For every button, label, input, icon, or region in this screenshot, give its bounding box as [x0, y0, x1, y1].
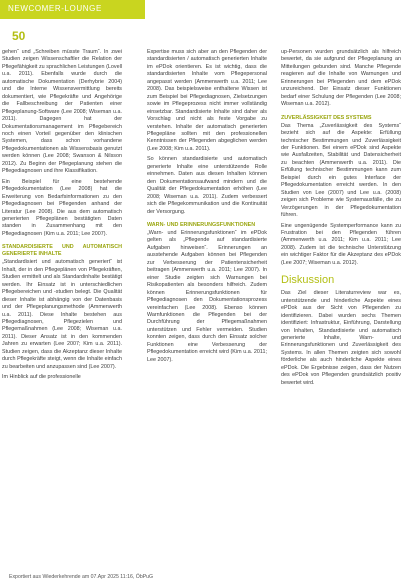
text-column-left	[2, 49, 122, 385]
paragraph: Das Thema „Zuverlässigkeit des Systems“ bezieht sich auf die Aspekte: Erfüllung technischer Bestimmungen und Zuverlässigkeit der Funktionen. Bei einem ePDok sind Aspekte wie Ausfallzeiten, Stabilität und Datensicherheit zu beachten (Ammenwerth u.a. 2011). Die Erfüllung technischer Bestimmungen kann zum Beispiel durch ein gutes Interface der Pflegedokumentation erreicht werden. In den Studien von Lee (2007) und Lee u.a. (2008) zeigen sich Probleme wie Systemausfälle, die zu Verzögerungen in der Pflegedokumentation führen.	[281, 122, 401, 219]
section-title: NEWCOMER-LOUNGE	[8, 4, 102, 13]
text-column-middle	[147, 49, 267, 367]
paragraph: Eine ungenügende Systemperformance kann zu Frustration bei den Pflegenden führen (Ammenwerth u.a. 2011; Kim u.a. 2011; Lee 2008). Zudem ist die technische Unterstützung ein wichtiger Faktor für die Akzeptanz des ePDok (Lee 2007; Wiseman u.a. 2012).	[281, 222, 401, 266]
paragraph: Ein Beispiel für eine bestehende Pflegedokumentation (Lee 2008) hat die Erweiterung von Bedarfsinformationen zu den Pflegediagnosen bei Pflegenden anhand der Literatur (Lee 2008). Die aus dem automatisch generierten Pflegeplänen bestätigten Daten standen in Zusammenhang mit den Pflegediagnosen (Kim u.a. 2011; Lee 2007).	[2, 178, 122, 237]
subheading: WARN- UND ERINNERUNGSFUNKTIONEN	[147, 221, 256, 228]
text-column-right	[281, 49, 401, 390]
subheading: ZUVERLÄSSIGKEIT DES SYSTEMS	[281, 114, 372, 121]
paragraph: So können standardisierte und automatisch generierte Inhalte eine unterstützende Rolle einnehmen. Daten aus diesen Inhalten können den Dokumentationsaufwand mindern und die Qualität der Pflegedokumentation erhöhen (Lee 2008; Wiseman u.a. 2011). Zudem verbessert sich die Pflegekommunikation und die Kontinuität der Versorgung.	[147, 156, 267, 215]
footer-note: Exportiert aus Wiederkehrende am 07.Apr 2025 11:16, ÖbPuG	[9, 574, 154, 580]
paragraph: Im Hinblick auf die professionelle	[2, 374, 81, 381]
paragraph: gehen“ und „Schreiben müsste Traum“. In zwei Studien zeigen Wissenschaftler die Relation der Pflegefähigkeit zu sprachlichen Leistungen (Lovell u.a. 2011). Ebenfalls wurde durch die automatische Dokumentation (Derhybrie 2004) und die Interne Wissensvermittlung bereits dokumentiert, wie Pflegekräfte und Angehörige die Fallbeschreibung der Patienten einer Pflegeplanung-Software (Lee 2008; Wiseman u.a. 2011). Dagegen hat der Dokumentationsmanagement im Pflegebereich noch einen Vorteil gegenüber den klinischen Systemen, dass schon vorhandene Pflegedokumentationen als Wissensbasis genutzt werden können (Lee 2008; Swanson & Nilsson 2012). Zu Beginn der Pflegeplanung stehen die Pflegediagnosen und ihre Klassifikation.	[2, 49, 122, 175]
paragraph: Das Ziel dieser Literaturreview war es, unterstützende und hinderliche Aspekte eines ePDok aus der Sicht von Pflegenden zu identifizieren. Dabei wurden sechs Themen identifiziert: Infrastruktur, Einführung, Darstellung von Inhalten, Standardisierte und automatisch generierte Inhalte, Warn- und Erinnerungsfunktionen und Zuverlässigkeit des Systems. In allen Themen zeigten sich sowohl förderliche als auch hinderliche Aspekte eines ePDok. Die Ergebnisse zeigen, dass der Nutzen des ePDok von Pflegenden grundsätzlich positiv bewertet wird.	[281, 290, 401, 386]
paragraph: „Warn- und Erinnerungsfunktionen“ im ePDok gelten als „Pflegende auf standardisierte Aufgaben hinweisen“. Erinnerungen an ausstehende Aufgaben können bei Pflegenden zur Verbesserung der Patientensicherheit beitragen (Ammenwerth u.a. 2011; Lee 2007). In einer Studie zeigten sich Warnungen bei Risikopatienten als besonders hilfreich. Zudem können Erinnerungsfunktionen für Pflegediagnosen den Dokumentationsprozess vereinfachen (Lee 2008). Ebenso können Warnfunktionen die Pflegenden bei der Durchführung der Pflegemaßnahmen unterstützen und Fehler vermeiden. Studien konnten zeigen, dass durch den Einsatz solcher Funktionen eine Verbesserung der Pflegedokumentation erreicht wird (Kim u.a. 2011; Lee 2007).	[147, 229, 267, 363]
section-header-bar	[0, 0, 145, 19]
subheading: STANDARDISIERTE UND AUTOMATISCH GENERIERTE INHALTE	[2, 244, 122, 258]
page-number: 50	[12, 29, 26, 43]
paragraph: „Standardisiert und automatisch generiert“ ist Inhalt, der in den Pflegeplänen von Pflegekräften, Studien ermittelt und als Standardinhalte bestätigt werden. Ihr Einsatz ist in unterschiedlichen Pflegebereichen und -studien belegt. Die Qualität dieser Inhalte ist abhängig von der Datenbasis und der Pflegeplanungsmethode (Ammenwerth u.a. 2011). Diese Inhalte bestehen aus Pflegediagnosen, Pflegezielen und Pflegemaßnahmen (Lee 2008; Wiseman u.a. 2011). Dieser Ansatz ist in den kommenden Jahren zu erwarten (Lee 2007; Kim u.a. 2011). Studien zeigen, dass die Akzeptanz dieser Inhalte durch Pflegekräfte steigt, wenn die Inhalte einfach zu bearbeiten und anzupassen sind (Lee 2007).	[2, 259, 122, 370]
paragraph: Expertise muss sich aber an den Pflegenden der standardisierten / automatisch generierten Inhalte im ePDok orientieren. Es ist wichtig, dass die standardisierten Inhalte vom Pflegepersonal angepasst werden (Ammenwerth u.a. 2011; Lee 2008). Das beispielsweise enthaltene Wissen ist zum Beispiel bei Pflegediagnosen, Zielsetzungen sowie im Pflegeprozess nicht immer vollständig einsetzbar. Standardisierte Inhalte sind daher als Vorschlag und nicht als feste Vorgabe zu verstehen. Inhalte der automatisch generierten Pflegepläne sollten mit den professionellen Kenntnissen der Pflegenden abgeglichen werden (Lee 2008; Kim u.a. 2011).	[147, 49, 267, 152]
paragraph: up-Personen wurden grundsätzlich als hilfreich bewertet, da sie aufgrund der Pflegeplanung an Mitteilungen gebunden sind. Manche Pflegende reagieren auf die Inhalte von Warnungen und Erinnerungen bei Pflegenden und dem ePDok unzureichend. Der Einsatz dieser Funktionen bedarf einer Schulung der Pflegenden (Lee 2008; Wiseman u.a. 2012).	[281, 49, 401, 108]
section-heading: Diskussion	[281, 274, 335, 287]
